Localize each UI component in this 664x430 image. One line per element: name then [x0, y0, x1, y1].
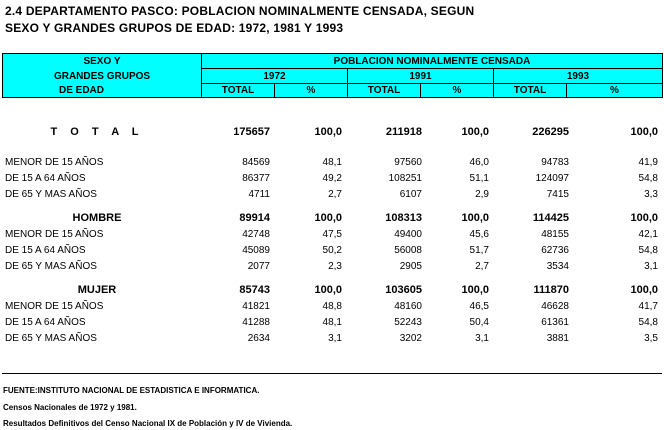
- header-year-1993: 1993: [494, 69, 663, 84]
- value-cell: 48,1: [322, 156, 342, 168]
- total-cell: 100,0: [630, 212, 658, 224]
- row-label: MENOR DE 15 AÑOS: [5, 300, 104, 312]
- value-cell: 2905: [399, 260, 422, 272]
- value-cell: 62736: [541, 244, 569, 256]
- value-cell: 3,3: [644, 188, 658, 200]
- table-row: [2, 314, 658, 330]
- value-cell: 56008: [394, 244, 422, 256]
- table-row: [2, 258, 658, 274]
- header-pct-1991: %: [421, 84, 494, 98]
- value-cell: 2,9: [475, 188, 489, 200]
- row-label: DE 15 A 64 AÑOS: [5, 244, 86, 256]
- header-group: POBLACION NOMINALMENTE CENSADA: [202, 54, 663, 69]
- header-pct-1972: %: [275, 84, 348, 98]
- spacer: [2, 202, 658, 210]
- section-total-row: [2, 282, 658, 298]
- value-cell: 45089: [242, 244, 270, 256]
- value-cell: 47,5: [322, 228, 342, 240]
- header-total-1991: TOTAL: [348, 84, 421, 98]
- value-cell: 54,8: [638, 316, 658, 328]
- total-cell: 100,0: [461, 284, 489, 296]
- section-label: T O T A L: [50, 126, 144, 138]
- value-cell: 3,1: [644, 260, 658, 272]
- spacer: [2, 274, 658, 282]
- value-cell: 41,9: [638, 156, 658, 168]
- value-cell: 41288: [242, 316, 270, 328]
- total-cell: 111870: [533, 284, 569, 296]
- header-col1-line3: DE EDAD: [3, 84, 202, 98]
- value-cell: 2,7: [475, 260, 489, 272]
- total-cell: 100,0: [461, 212, 489, 224]
- table-row: [2, 186, 658, 202]
- value-cell: 49400: [394, 228, 422, 240]
- total-cell: 100,0: [630, 284, 658, 296]
- table-row: [2, 298, 658, 314]
- value-cell: 3202: [399, 332, 422, 344]
- value-cell: 42,1: [638, 228, 658, 240]
- value-cell: 52243: [394, 316, 422, 328]
- section-total-row: [2, 210, 658, 226]
- value-cell: 48160: [394, 300, 422, 312]
- page-subtitle: SEXO Y GRANDES GRUPOS DE EDAD: 1972, 1981 Y 1993: [5, 21, 344, 35]
- value-cell: 46628: [541, 300, 569, 312]
- value-cell: 54,8: [638, 172, 658, 184]
- total-cell: 100,0: [314, 126, 342, 138]
- table-row: [2, 154, 658, 170]
- value-cell: 3534: [546, 260, 569, 272]
- value-cell: 48,1: [322, 316, 342, 328]
- total-cell: 108313: [385, 212, 422, 224]
- section-label: MUJER: [77, 284, 117, 296]
- row-label: DE 65 Y MAS AÑOS: [5, 188, 97, 200]
- section-total-row: [2, 124, 658, 140]
- value-cell: 46,5: [469, 300, 489, 312]
- total-cell: 100,0: [314, 284, 342, 296]
- value-cell: 108251: [388, 172, 422, 184]
- row-label: DE 15 A 64 AÑOS: [5, 172, 86, 184]
- value-cell: 84569: [242, 156, 270, 168]
- table-row: [2, 226, 658, 242]
- value-cell: 61361: [541, 316, 569, 328]
- value-cell: 2077: [247, 260, 270, 272]
- total-cell: 211918: [385, 126, 422, 138]
- row-label: MENOR DE 15 AÑOS: [5, 156, 104, 168]
- value-cell: 3881: [546, 332, 569, 344]
- value-cell: 49,2: [322, 172, 342, 184]
- table-header: [2, 53, 663, 98]
- value-cell: 2,7: [328, 188, 342, 200]
- value-cell: 3,1: [328, 332, 342, 344]
- value-cell: 41,7: [638, 300, 658, 312]
- header-col1-line1: SEXO Y: [3, 54, 202, 69]
- header-col1-line2: GRANDES GRUPOS: [3, 69, 202, 84]
- value-cell: 3,5: [644, 332, 658, 344]
- row-label: DE 65 Y MAS AÑOS: [5, 260, 97, 272]
- spacer: [2, 140, 658, 154]
- value-cell: 6107: [399, 188, 422, 200]
- value-cell: 48155: [541, 228, 569, 240]
- total-cell: 103605: [385, 284, 422, 296]
- row-label: MENOR DE 15 AÑOS: [5, 228, 104, 240]
- value-cell: 94783: [541, 156, 569, 168]
- total-cell: 100,0: [630, 126, 658, 138]
- section-label: HOMBRE: [72, 212, 122, 224]
- value-cell: 48,8: [322, 300, 342, 312]
- value-cell: 97560: [394, 156, 422, 168]
- value-cell: 51,7: [469, 244, 489, 256]
- total-cell: 100,0: [314, 212, 342, 224]
- data-table: [2, 124, 658, 346]
- value-cell: 51,1: [469, 172, 489, 184]
- source-note-line3: Resultados Definitivos del Censo Nacional IX de Población y IV de Vivienda.: [3, 419, 293, 428]
- header-pct-1993: %: [567, 84, 663, 98]
- value-cell: 2,3: [328, 260, 342, 272]
- table-row: [2, 170, 658, 186]
- total-cell: 89914: [239, 212, 270, 224]
- value-cell: 124097: [535, 172, 569, 184]
- total-cell: 175657: [233, 126, 270, 138]
- value-cell: 3,1: [475, 332, 489, 344]
- value-cell: 41821: [242, 300, 270, 312]
- total-cell: 100,0: [461, 126, 489, 138]
- value-cell: 45,6: [469, 228, 489, 240]
- page-title: 2.4 DEPARTAMENTO PASCO: POBLACION NOMINALMENTE CENSADA, SEGUN: [5, 4, 475, 18]
- header-total-1993: TOTAL: [494, 84, 567, 98]
- header-year-1972: 1972: [202, 69, 348, 84]
- footer-divider: [2, 373, 662, 374]
- value-cell: 4711: [248, 188, 270, 200]
- total-cell: 114425: [532, 212, 569, 224]
- table-row: [2, 242, 658, 258]
- total-cell: 226295: [532, 126, 569, 138]
- source-note: FUENTE:INSTITUTO NACIONAL DE ESTADISTICA E INFORMATICA.: [3, 386, 260, 395]
- header-total-1972: TOTAL: [202, 84, 275, 98]
- value-cell: 86377: [242, 172, 270, 184]
- table-row: [2, 330, 658, 346]
- value-cell: 46,0: [469, 156, 489, 168]
- total-cell: 85743: [239, 284, 270, 296]
- value-cell: 50,2: [322, 244, 342, 256]
- value-cell: 50,4: [469, 316, 489, 328]
- source-note-line2: Censos Nacionales de 1972 y 1981.: [3, 403, 137, 412]
- header-year-1991: 1991: [348, 69, 494, 84]
- row-label: DE 15 A 64 AÑOS: [5, 316, 86, 328]
- value-cell: 54,8: [638, 244, 658, 256]
- value-cell: 7415: [546, 188, 569, 200]
- row-label: DE 65 Y MAS AÑOS: [5, 332, 97, 344]
- value-cell: 42748: [242, 228, 270, 240]
- value-cell: 2634: [247, 332, 270, 344]
